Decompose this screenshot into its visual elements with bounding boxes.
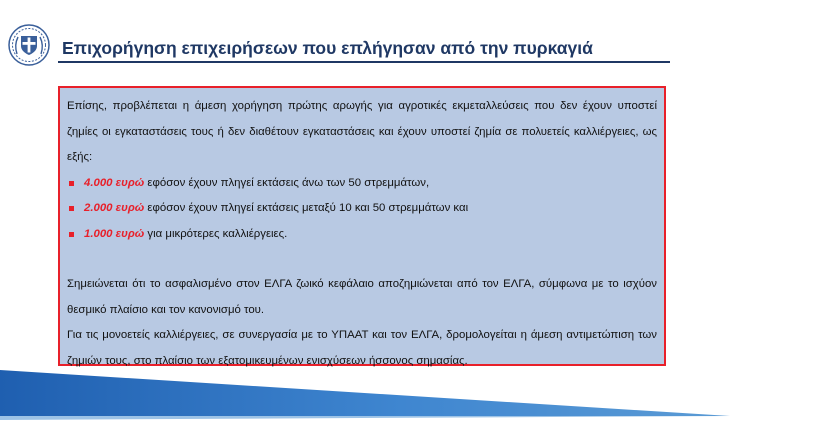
note-paragraph: Σημειώνεται ότι το ασφαλισμένο στον ΕΛΓΑ ζωικό κεφάλαιο αποζημιώνεται από τον ΕΛΓΑ, σύμφωνα με το ισχύον θεσμικό πλαίσιο και τον κανονισμό του. bbox=[67, 278, 657, 316]
amount-list bbox=[67, 171, 657, 248]
content-box bbox=[58, 86, 666, 366]
list-item bbox=[67, 222, 657, 248]
note-paragraph: Για τις μονοετείς καλλιέργειες, σε συνεργασία με το ΥΠΑΑΤ και τον ΕΛΓΑ, δρομολογείται η άμεση αντιμετώπιση των ζημιών τους, στο πλαίσιο των εξατομικευμένων ενισχύσεων ήσσονος σημασίας. bbox=[67, 329, 657, 367]
amount-value: 2.000 ευρώ bbox=[84, 202, 145, 214]
list-item bbox=[67, 196, 657, 222]
paragraph-spacer bbox=[67, 247, 657, 272]
square-bullet-icon bbox=[69, 181, 74, 186]
amount-description: για μικρότερες καλλιέργειες. bbox=[144, 227, 288, 240]
decorative-blue-stripe bbox=[0, 370, 817, 447]
greek-coat-of-arms-icon bbox=[8, 24, 50, 66]
amount-description: εφόσον έχουν πληγεί εκτάσεις μεταξύ 10 και 50 στρεμμάτων και bbox=[144, 202, 469, 214]
slide-title: Επιχορήγηση επιχειρήσεων που επλήγησαν από την πυρκαγιά bbox=[62, 38, 593, 58]
list-item bbox=[67, 171, 657, 197]
square-bullet-icon bbox=[69, 206, 74, 211]
amount-value: 4.000 ευρώ bbox=[84, 176, 145, 189]
intro-paragraph: Επίσης, προβλέπεται η άμεση χορήγηση πρώτης αρωγής για αγροτικές εκμεταλλεύσεις που δεν έχουν υποστεί ζημίες οι εγκαταστάσεις τους ή δεν διαθέτουν εγκαταστάσεις και έχουν υποστεί ζημία σε πολυετείς καλλιέργειες, ως εξής: bbox=[67, 100, 657, 163]
amount-description: εφόσον έχουν πληγεί εκτάσεις άνω των 50 στρεμμάτων, bbox=[144, 176, 430, 189]
title-underline bbox=[58, 61, 670, 63]
square-bullet-icon bbox=[69, 232, 74, 237]
amount-value: 1.000 ευρώ bbox=[84, 227, 145, 240]
